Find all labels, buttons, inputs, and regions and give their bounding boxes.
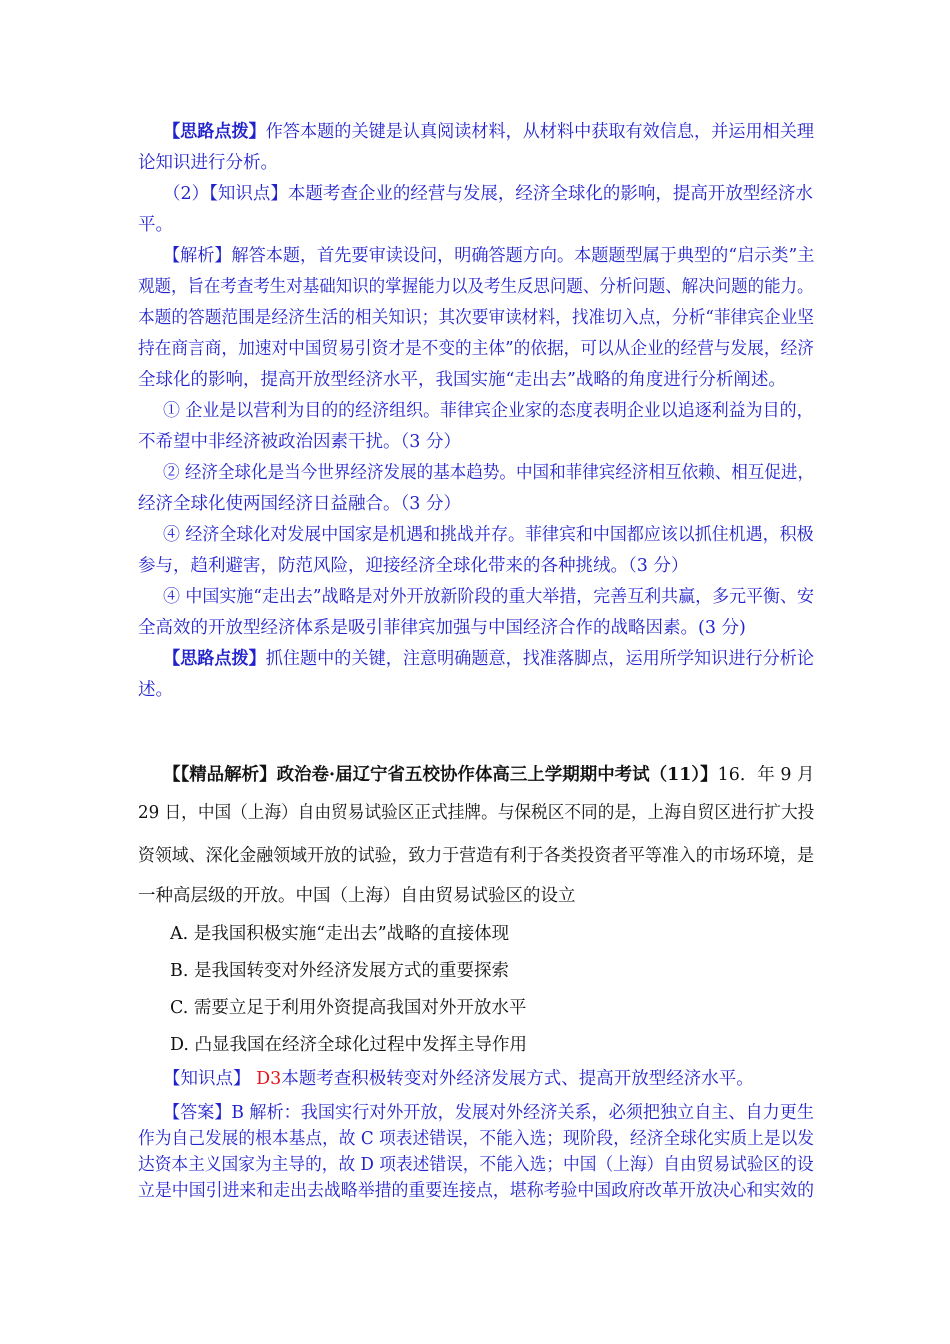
knowledge-text-2: 本题考查积极转变对外经济发展方式、提高开放型经济水平。 [281,1069,754,1089]
knowledge-tag-2: 【知识点】 [163,1069,251,1089]
silu-paragraph-2-line-2: 述。 [138,680,173,700]
analysis-paragraph [163,244,814,268]
answer-line-4: 立是中国引进来和走出去战略举措的重要连接点，堪称考验中国政府改革开放决心和实效的 [138,1181,814,1201]
option-c: C. 需要立足于利用外资提高我国对外开放水平 [170,998,527,1018]
point-2-line-1: ② 经济全球化是当今世界经济发展的基本趋势。中国和菲律宾经济相互依赖、相互促进， [163,463,815,483]
knowledge-point-2-line-2: 平。 [138,215,173,235]
point-3-line-1: ④ 经济全球化对发展中国家是机遇和挑战并存。菲律宾和中国都应该以抓住机遇，积极 [163,525,814,545]
point-4-line-2: 全高效的开放型经济体系是吸引菲律宾加强与中国经济合作的战略因素。(3 分) [138,618,746,638]
point-4-line-1: ④ 中国实施“走出去”战略是对外开放新阶段的重大举措，完善互利共赢，多元平衡、安 [163,587,814,607]
point-3-line-2: 参与，趋利避害，防范风险，迎接经济全球化带来的各种挑绒。（3 分） [138,556,689,576]
knowledge-code: D3 [256,1069,282,1089]
question-number: （2） [163,184,210,204]
silu-tag-2: 【思路点拨】 [163,649,266,669]
answer-paragraph [163,1101,814,1125]
analysis-line-3: 本题的答题范围是经济生活的相关知识；其次要审读材料，找准切入点，分析“菲律宾企业坚 [138,308,814,328]
question-stem-line-2: 29 日，中国（上海）自由贸易试验区正式挂牌。与保税区不同的是，上海自贸区进行扩大投 [138,803,815,823]
knowledge-point-line [163,1067,754,1091]
point-2-line-2: 经济全球化使两国经济日益融合。（3 分） [138,494,461,514]
question-heading [163,763,815,787]
silu-paragraph-1 [163,120,814,144]
knowledge-text: 本题考查企业的经营与发展，经济全球化的影响，提高开放型经济水 [287,184,813,204]
silu-tag: 【思路点拨】 [163,122,266,142]
analysis-line-4: 持在商言商，加速对中国贸易引资才是不变的主体”的依据，可以从企业的经营与发展，经济 [138,339,814,359]
option-d: D. 凸显我国在经济全球化过程中发挥主导作用 [170,1035,528,1055]
analysis-text: 解答本题，首先要审读设问，明确答题方向。本题题型属于典型的“启示类”主 [231,246,815,266]
option-a: A. 是我国积极实施“走出去”战略的直接体现 [170,924,510,944]
question-stem-line-3: 资领域、深化金融领域开放的试验，致力于营造有利于各类投资者平等准入的市场环境，是 [138,846,814,866]
answer-line-2: 作为自己发展的根本基点，故 C 项表述错误，不能入选；现阶段，经济全球化实质上是以发 [138,1129,815,1149]
option-b: B. 是我国转变对外经济发展方式的重要探索 [170,961,509,981]
silu-text-2: 抓住题中的关键，注意明确题意，找准落脚点，运用所学知识进行分析论 [265,649,814,669]
analysis-line-5: 全球化的影响，提高开放型经济水平，我国实施“走出去”战略的角度进行分析阐述。 [138,370,786,390]
point-1-line-1: ① 企业是以营利为目的的经济组织。菲律宾企业家的态度表明企业以追逐利益为目的， [163,401,814,421]
question-source: 【【精品解析】政治卷·届辽宁省五校协作体高三上学期期中考试（11）】 [163,765,718,785]
point-1-line-2: 不希望中非经济被政治因素干扰。（3 分） [138,432,461,452]
knowledge-point-2 [163,182,813,206]
analysis-line-2: 观题，旨在考查考生对基础知识的掌握能力以及考生反思问题、分析问题、解决问题的能力。 [138,277,814,297]
answer-tag: 【答案】 [163,1103,232,1123]
answer-line-3: 达资本主义国家为主导的，故 D 项表述错误，不能入选；中国（上海）自由贸易试验区的设 [138,1155,814,1175]
silu-paragraph-1-line-2: 论知识进行分析。 [138,153,278,173]
knowledge-tag: 【知识点】 [209,184,288,204]
question-stem-start: 16．年 9 月 [717,765,815,785]
question-stem-line-4: 一种高层级的开放。中国（上海）自由贸易试验区的设立 [138,886,576,906]
answer-text: B 解析：我国实行对外开放，发展对外经济关系，必须把独立自主、自力更生 [231,1103,814,1123]
silu-text: 作答本题的关键是认真阅读材料，从材料中获取有效信息，并运用相关理 [265,122,814,142]
silu-paragraph-2 [163,647,814,671]
analysis-tag: 【解析】 [163,246,232,266]
